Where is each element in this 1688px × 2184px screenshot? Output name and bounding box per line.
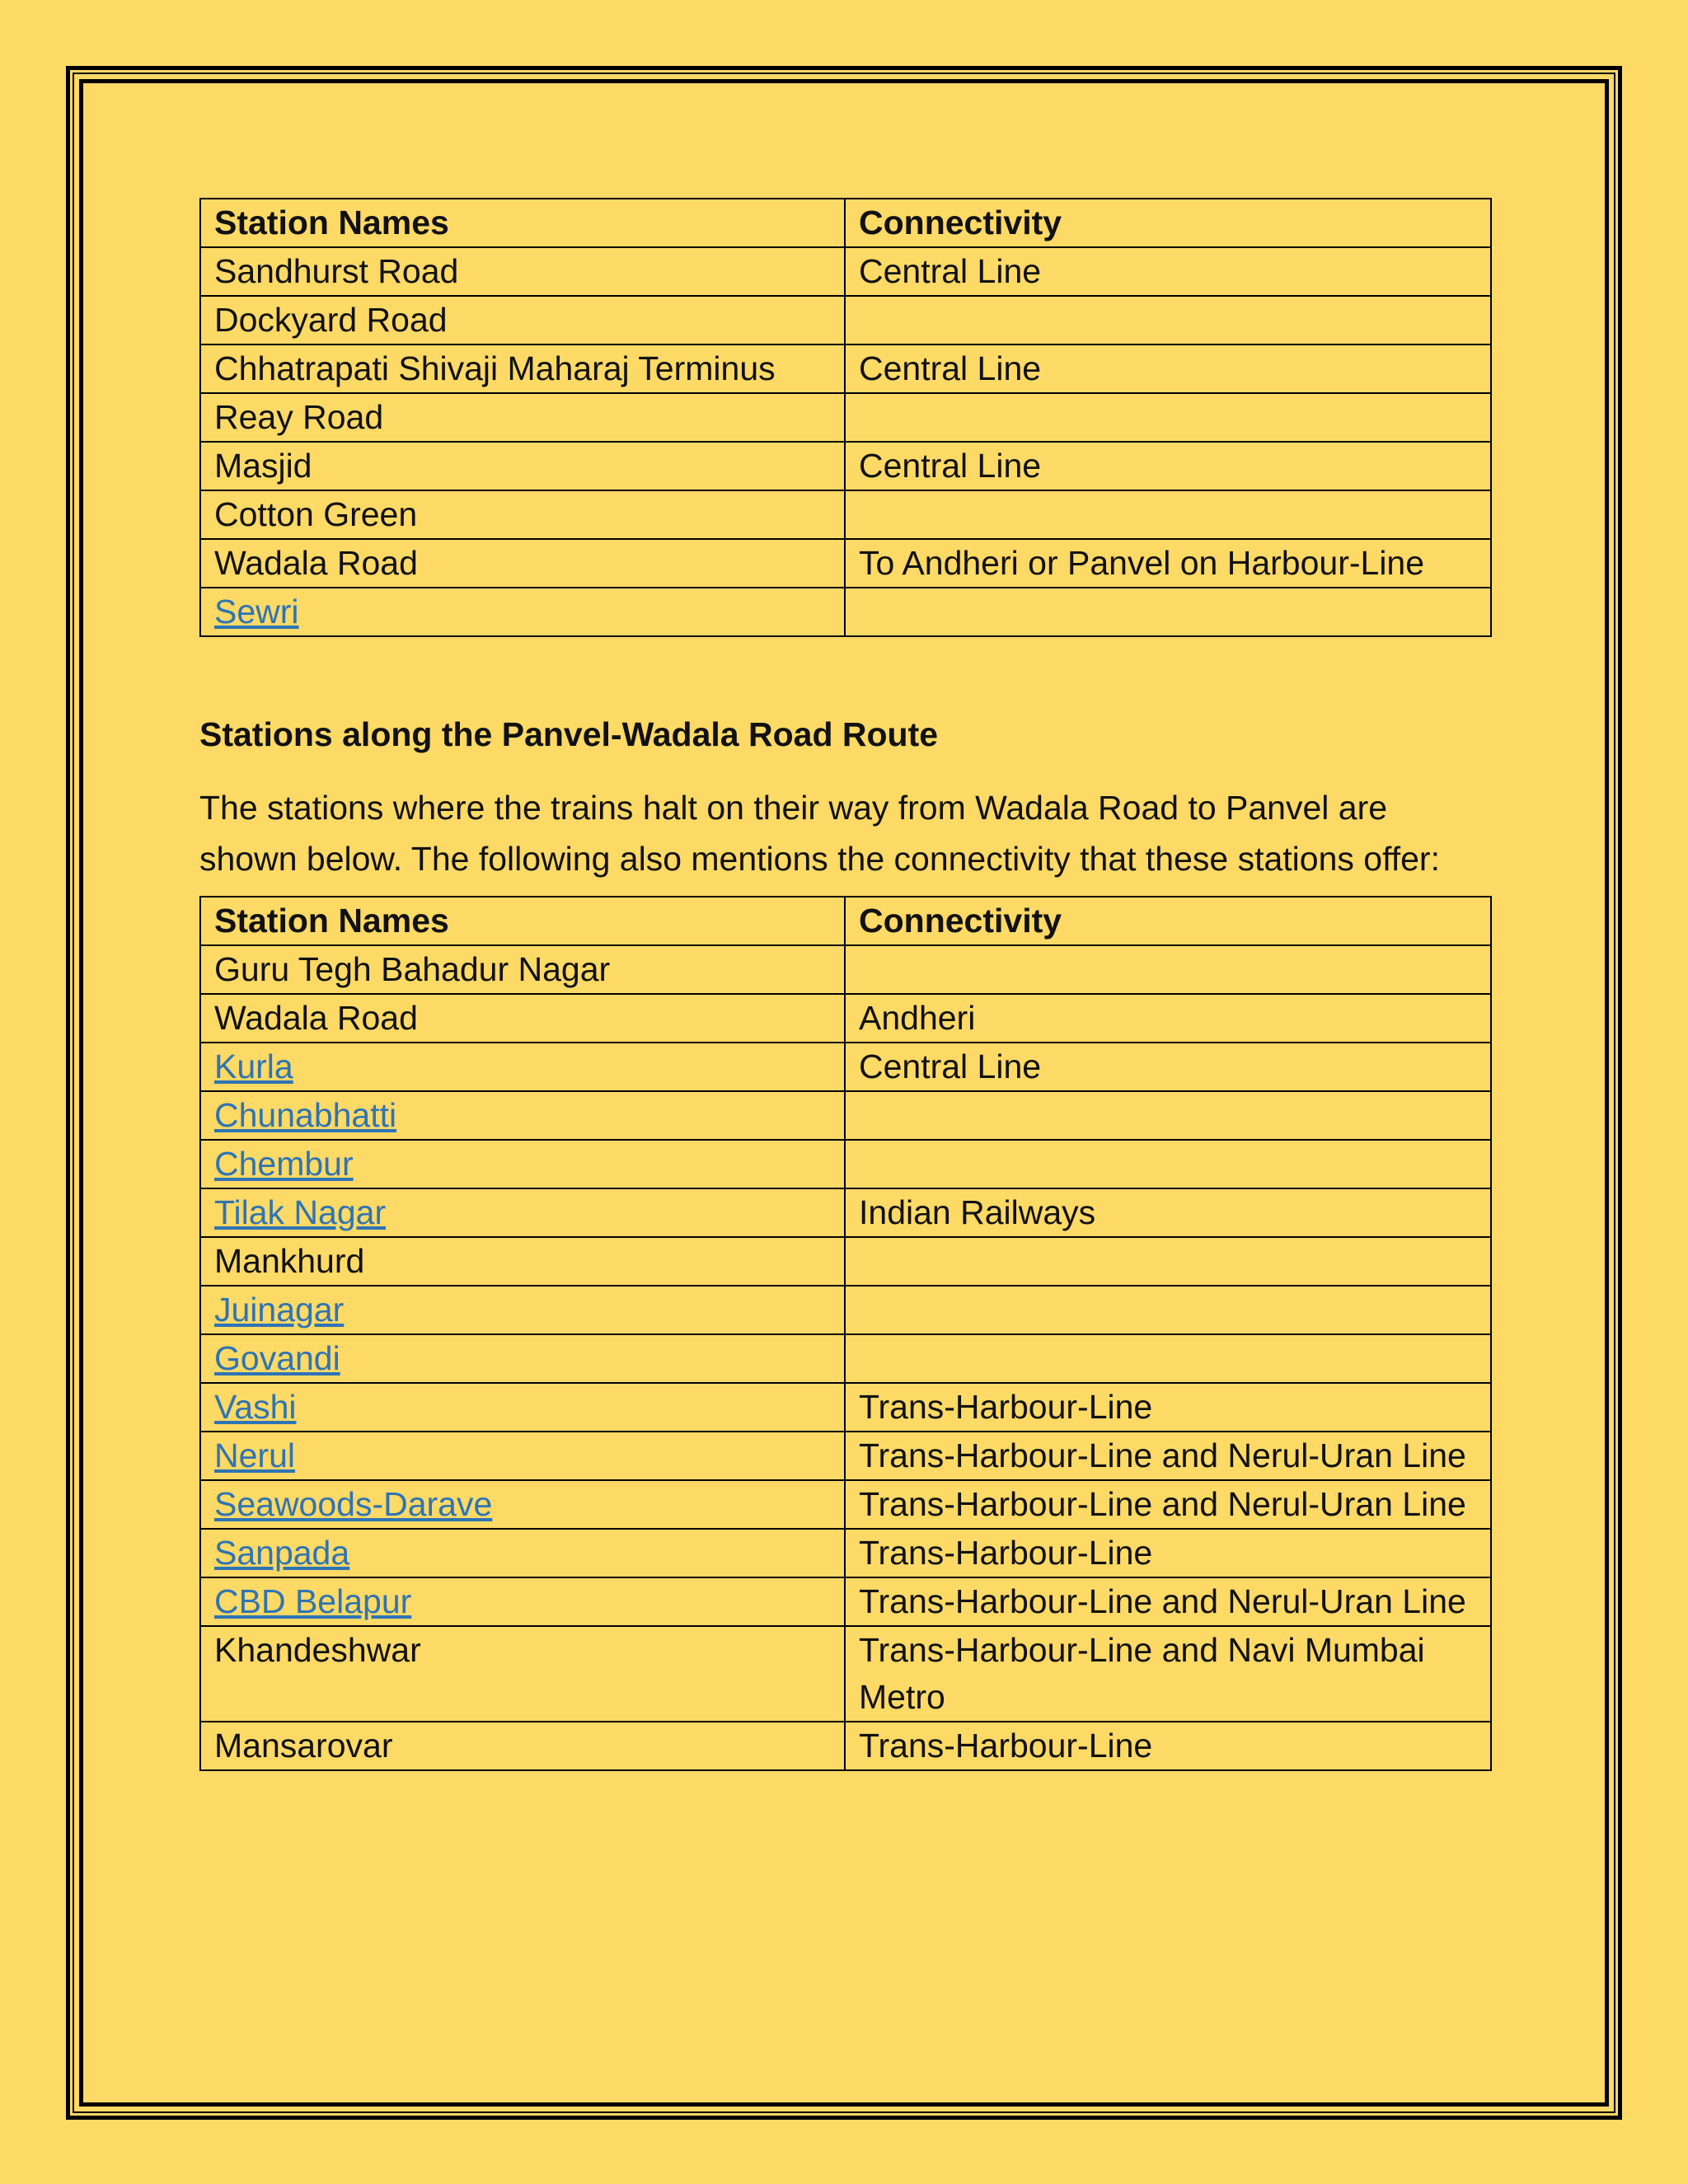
station-name-cell: Dockyard Road <box>200 296 845 344</box>
station-link-sanpada[interactable]: Sanpada <box>214 1534 350 1572</box>
station-name-cell: Sandhurst Road <box>200 247 845 296</box>
station-name-cell <box>200 1383 845 1432</box>
station-link-juinagar[interactable]: Juinagar <box>214 1291 345 1329</box>
page-content <box>199 198 1490 1771</box>
station-name-cell: Mansarovar <box>200 1722 845 1770</box>
station-link-tilak-nagar[interactable]: Tilak Nagar <box>214 1193 387 1231</box>
connectivity-cell: Central Line <box>845 344 1491 393</box>
table-row <box>200 1383 1491 1432</box>
station-name-cell: Reay Road <box>200 393 845 442</box>
station-name-cell: Wadala Road <box>200 994 845 1043</box>
station-name-cell: Khandeshwar <box>200 1626 845 1722</box>
table-row <box>200 1091 1491 1140</box>
station-name-cell <box>200 1188 845 1237</box>
stations-table-2 <box>199 896 1492 1771</box>
connectivity-cell <box>845 1237 1491 1286</box>
connectivity-cell: Central Line <box>845 247 1491 296</box>
station-link-vashi[interactable]: Vashi <box>214 1388 297 1426</box>
station-name-cell: Mankhurd <box>200 1237 845 1286</box>
table-header-row <box>200 199 1491 247</box>
station-name-cell: Chhatrapati Shivaji Maharaj Terminus <box>200 344 845 393</box>
table-row <box>200 442 1491 490</box>
table-row <box>200 1626 1491 1722</box>
connectivity-cell: To Andheri or Panvel on Harbour-Line <box>845 539 1491 588</box>
table-row <box>200 296 1491 344</box>
station-link-kurla[interactable]: Kurla <box>214 1047 293 1085</box>
table-row <box>200 247 1491 296</box>
section-paragraph: The stations where the trains halt on their way from Wadala Road to Panvel are shown below. The following also mentions the connectivity that these stations offer: <box>199 789 1440 878</box>
column-header-connectivity: Connectivity <box>845 199 1491 247</box>
station-name-cell <box>200 588 845 636</box>
table-header-row <box>200 897 1491 945</box>
connectivity-cell: Central Line <box>845 1043 1491 1091</box>
connectivity-cell: Indian Railways <box>845 1188 1491 1237</box>
station-link-seawoods-darave[interactable]: Seawoods-Darave <box>214 1485 493 1523</box>
connectivity-cell <box>845 296 1491 344</box>
table-row <box>200 393 1491 442</box>
table-row <box>200 1188 1491 1237</box>
station-name-cell <box>200 1286 845 1334</box>
station-name-cell: Cotton Green <box>200 490 845 539</box>
connectivity-cell <box>845 1286 1491 1334</box>
column-header-station-names: Station Names <box>200 199 845 247</box>
station-name-cell: Wadala Road <box>200 539 845 588</box>
connectivity-cell <box>845 1334 1491 1383</box>
station-link-sewri[interactable]: Sewri <box>214 593 299 630</box>
table-row <box>200 490 1491 539</box>
section-heading: Stations along the Panvel-Wadala Road Route <box>199 715 939 753</box>
station-name-cell <box>200 1480 845 1529</box>
connectivity-cell <box>845 945 1491 994</box>
station-link-chunabhatti[interactable]: Chunabhatti <box>214 1096 397 1134</box>
station-link-chembur[interactable]: Chembur <box>214 1145 354 1183</box>
station-link-govandi[interactable]: Govandi <box>214 1339 340 1377</box>
table-row <box>200 945 1491 994</box>
station-name-cell <box>200 1577 845 1626</box>
table-row <box>200 344 1491 393</box>
stations-table-1 <box>199 198 1492 637</box>
station-name-cell <box>200 1432 845 1480</box>
connectivity-cell: Trans-Harbour-Line and Nerul-Uran Line <box>845 1480 1491 1529</box>
station-name-cell <box>200 1529 845 1577</box>
connectivity-cell <box>845 1091 1491 1140</box>
table-row <box>200 1577 1491 1626</box>
connectivity-cell <box>845 490 1491 539</box>
column-header-station-names: Station Names <box>200 897 845 945</box>
connectivity-cell <box>845 1140 1491 1188</box>
table-row <box>200 1140 1491 1188</box>
table-row <box>200 1043 1491 1091</box>
station-name-cell <box>200 1043 845 1091</box>
connectivity-cell: Trans-Harbour-Line and Nerul-Uran Line <box>845 1432 1491 1480</box>
station-name-cell: Masjid <box>200 442 845 490</box>
table-row <box>200 1529 1491 1577</box>
connectivity-cell: Trans-Harbour-Line <box>845 1383 1491 1432</box>
station-link-cbd-belapur[interactable]: CBD Belapur <box>214 1582 412 1620</box>
connectivity-cell: Trans-Harbour-Line and Nerul-Uran Line <box>845 1577 1491 1626</box>
station-name-cell <box>200 1140 845 1188</box>
station-name-cell: Guru Tegh Bahadur Nagar <box>200 945 845 994</box>
station-link-nerul[interactable]: Nerul <box>214 1436 295 1474</box>
connectivity-cell: Trans-Harbour-Line and Navi Mumbai Metro <box>845 1626 1491 1722</box>
connectivity-cell: Central Line <box>845 442 1491 490</box>
connectivity-cell: Trans-Harbour-Line <box>845 1722 1491 1770</box>
table-row <box>200 994 1491 1043</box>
table-row <box>200 1286 1491 1334</box>
table-row <box>200 1480 1491 1529</box>
connectivity-cell: Andheri <box>845 994 1491 1043</box>
table-row <box>200 539 1491 588</box>
station-name-cell <box>200 1091 845 1140</box>
table-row <box>200 1237 1491 1286</box>
connectivity-cell: Trans-Harbour-Line <box>845 1529 1491 1577</box>
table-row <box>200 1432 1491 1480</box>
connectivity-cell <box>845 588 1491 636</box>
table-row <box>200 1334 1491 1383</box>
connectivity-cell <box>845 393 1491 442</box>
table-row <box>200 1722 1491 1770</box>
station-name-cell <box>200 1334 845 1383</box>
table-row <box>200 588 1491 636</box>
column-header-connectivity: Connectivity <box>845 897 1491 945</box>
